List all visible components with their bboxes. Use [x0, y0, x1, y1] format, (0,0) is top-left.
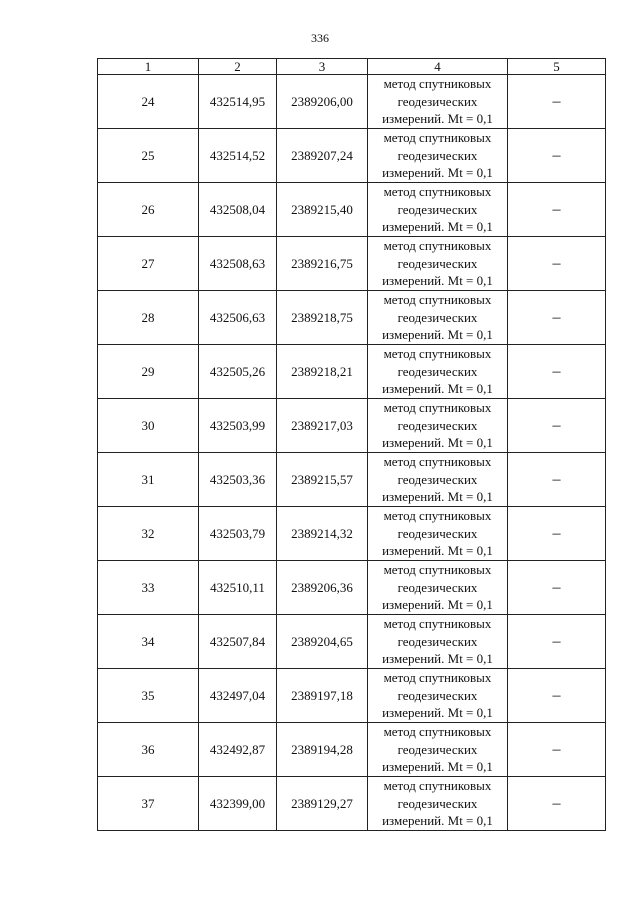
method-line: геодезических [397, 363, 478, 379]
point-number-cell: 36 [98, 723, 199, 777]
header-row [98, 59, 606, 75]
method-description-cell [368, 561, 508, 615]
y-coordinate-cell: 2389214,32 [277, 507, 368, 561]
x-coordinate-cell: 432497,04 [199, 669, 277, 723]
table-row [98, 669, 606, 723]
table-row [98, 129, 606, 183]
method-description-cell [368, 237, 508, 291]
method-description-cell [368, 777, 508, 831]
note-cell: – [508, 291, 606, 345]
method-description-cell [368, 345, 508, 399]
method-description-cell [368, 129, 508, 183]
note-cell: – [508, 723, 606, 777]
note-cell: – [508, 345, 606, 399]
table-row [98, 75, 606, 129]
method-line: геодезических [397, 309, 478, 325]
column-header-2: 2 [199, 59, 277, 75]
point-number-cell: 32 [98, 507, 199, 561]
method-line: геодезических [397, 579, 478, 595]
method-line: геодезических [397, 255, 478, 271]
method-line: геодезических [397, 93, 478, 109]
point-number-cell: 34 [98, 615, 199, 669]
table-row [98, 399, 606, 453]
method-line: измерений. Mt = 0,1 [382, 111, 493, 127]
method-line: геодезических [397, 525, 478, 541]
method-line: метод спутниковых [383, 130, 492, 146]
column-header-3: 3 [277, 59, 368, 75]
point-number-cell: 29 [98, 345, 199, 399]
method-line: метод спутниковых [383, 562, 492, 578]
method-line: измерений. Mt = 0,1 [382, 273, 493, 289]
method-line: метод спутниковых [383, 724, 492, 740]
method-line: измерений. Mt = 0,1 [382, 543, 493, 559]
table-row [98, 777, 606, 831]
method-line: метод спутниковых [383, 670, 492, 686]
method-line: измерений. Mt = 0,1 [382, 705, 493, 721]
x-coordinate-cell: 432514,95 [199, 75, 277, 129]
column-header-5: 5 [508, 59, 606, 75]
coordinates-table [97, 58, 606, 831]
method-line: метод спутниковых [383, 616, 492, 632]
point-number-cell: 33 [98, 561, 199, 615]
method-line: измерений. Mt = 0,1 [382, 435, 493, 451]
x-coordinate-cell: 432503,36 [199, 453, 277, 507]
method-line: метод спутниковых [383, 454, 492, 470]
x-coordinate-cell: 432508,04 [199, 183, 277, 237]
y-coordinate-cell: 2389215,40 [277, 183, 368, 237]
x-coordinate-cell: 432508,63 [199, 237, 277, 291]
column-header-1: 1 [98, 59, 199, 75]
method-line: геодезических [397, 471, 478, 487]
point-number-cell: 30 [98, 399, 199, 453]
method-line: измерений. Mt = 0,1 [382, 651, 493, 667]
note-cell: – [508, 669, 606, 723]
method-line: измерений. Mt = 0,1 [382, 165, 493, 181]
point-number-cell: 37 [98, 777, 199, 831]
y-coordinate-cell: 2389197,18 [277, 669, 368, 723]
method-description-cell [368, 453, 508, 507]
note-cell: – [508, 777, 606, 831]
method-line: метод спутниковых [383, 508, 492, 524]
table-row [98, 237, 606, 291]
x-coordinate-cell: 432492,87 [199, 723, 277, 777]
method-description-cell [368, 75, 508, 129]
table-body [98, 75, 606, 831]
y-coordinate-cell: 2389204,65 [277, 615, 368, 669]
table-row [98, 291, 606, 345]
table-row [98, 723, 606, 777]
method-line: геодезических [397, 147, 478, 163]
note-cell: – [508, 237, 606, 291]
note-cell: – [508, 129, 606, 183]
y-coordinate-cell: 2389217,03 [277, 399, 368, 453]
method-description-cell [368, 507, 508, 561]
point-number-cell: 27 [98, 237, 199, 291]
y-coordinate-cell: 2389206,36 [277, 561, 368, 615]
x-coordinate-cell: 432503,99 [199, 399, 277, 453]
note-cell: – [508, 75, 606, 129]
method-line: геодезических [397, 201, 478, 217]
method-line: измерений. Mt = 0,1 [382, 759, 493, 775]
method-description-cell [368, 399, 508, 453]
table-row [98, 453, 606, 507]
method-description-cell [368, 291, 508, 345]
method-line: метод спутниковых [383, 292, 492, 308]
method-description-cell [368, 669, 508, 723]
x-coordinate-cell: 432507,84 [199, 615, 277, 669]
point-number-cell: 25 [98, 129, 199, 183]
method-description-cell [368, 183, 508, 237]
method-line: геодезических [397, 795, 478, 811]
point-number-cell: 35 [98, 669, 199, 723]
method-line: метод спутниковых [383, 184, 492, 200]
y-coordinate-cell: 2389194,28 [277, 723, 368, 777]
method-line: измерений. Mt = 0,1 [382, 219, 493, 235]
table-row [98, 507, 606, 561]
y-coordinate-cell: 2389215,57 [277, 453, 368, 507]
y-coordinate-cell: 2389216,75 [277, 237, 368, 291]
note-cell: – [508, 507, 606, 561]
note-cell: – [508, 453, 606, 507]
x-coordinate-cell: 432505,26 [199, 345, 277, 399]
method-line: метод спутниковых [383, 76, 492, 92]
method-line: геодезических [397, 417, 478, 433]
method-description-cell [368, 615, 508, 669]
method-line: геодезических [397, 633, 478, 649]
point-number-cell: 28 [98, 291, 199, 345]
method-line: измерений. Mt = 0,1 [382, 327, 493, 343]
x-coordinate-cell: 432510,11 [199, 561, 277, 615]
y-coordinate-cell: 2389207,24 [277, 129, 368, 183]
x-coordinate-cell: 432503,79 [199, 507, 277, 561]
x-coordinate-cell: 432514,52 [199, 129, 277, 183]
point-number-cell: 24 [98, 75, 199, 129]
y-coordinate-cell: 2389129,27 [277, 777, 368, 831]
table-row [98, 561, 606, 615]
method-line: метод спутниковых [383, 238, 492, 254]
method-line: метод спутниковых [383, 346, 492, 362]
method-line: геодезических [397, 741, 478, 757]
method-description-cell [368, 723, 508, 777]
note-cell: – [508, 615, 606, 669]
method-line: метод спутниковых [383, 778, 492, 794]
note-cell: – [508, 183, 606, 237]
note-cell: – [508, 399, 606, 453]
x-coordinate-cell: 432399,00 [199, 777, 277, 831]
y-coordinate-cell: 2389206,00 [277, 75, 368, 129]
method-line: измерений. Mt = 0,1 [382, 381, 493, 397]
y-coordinate-cell: 2389218,21 [277, 345, 368, 399]
note-cell: – [508, 561, 606, 615]
table-row [98, 183, 606, 237]
method-line: геодезических [397, 687, 478, 703]
page-number: 336 [311, 31, 329, 45]
table-row [98, 615, 606, 669]
method-line: метод спутниковых [383, 400, 492, 416]
point-number-cell: 26 [98, 183, 199, 237]
y-coordinate-cell: 2389218,75 [277, 291, 368, 345]
table-row [98, 345, 606, 399]
point-number-cell: 31 [98, 453, 199, 507]
method-line: измерений. Mt = 0,1 [382, 597, 493, 613]
method-line: измерений. Mt = 0,1 [382, 489, 493, 505]
method-line: измерений. Mt = 0,1 [382, 813, 493, 829]
column-header-4: 4 [368, 59, 508, 75]
x-coordinate-cell: 432506,63 [199, 291, 277, 345]
